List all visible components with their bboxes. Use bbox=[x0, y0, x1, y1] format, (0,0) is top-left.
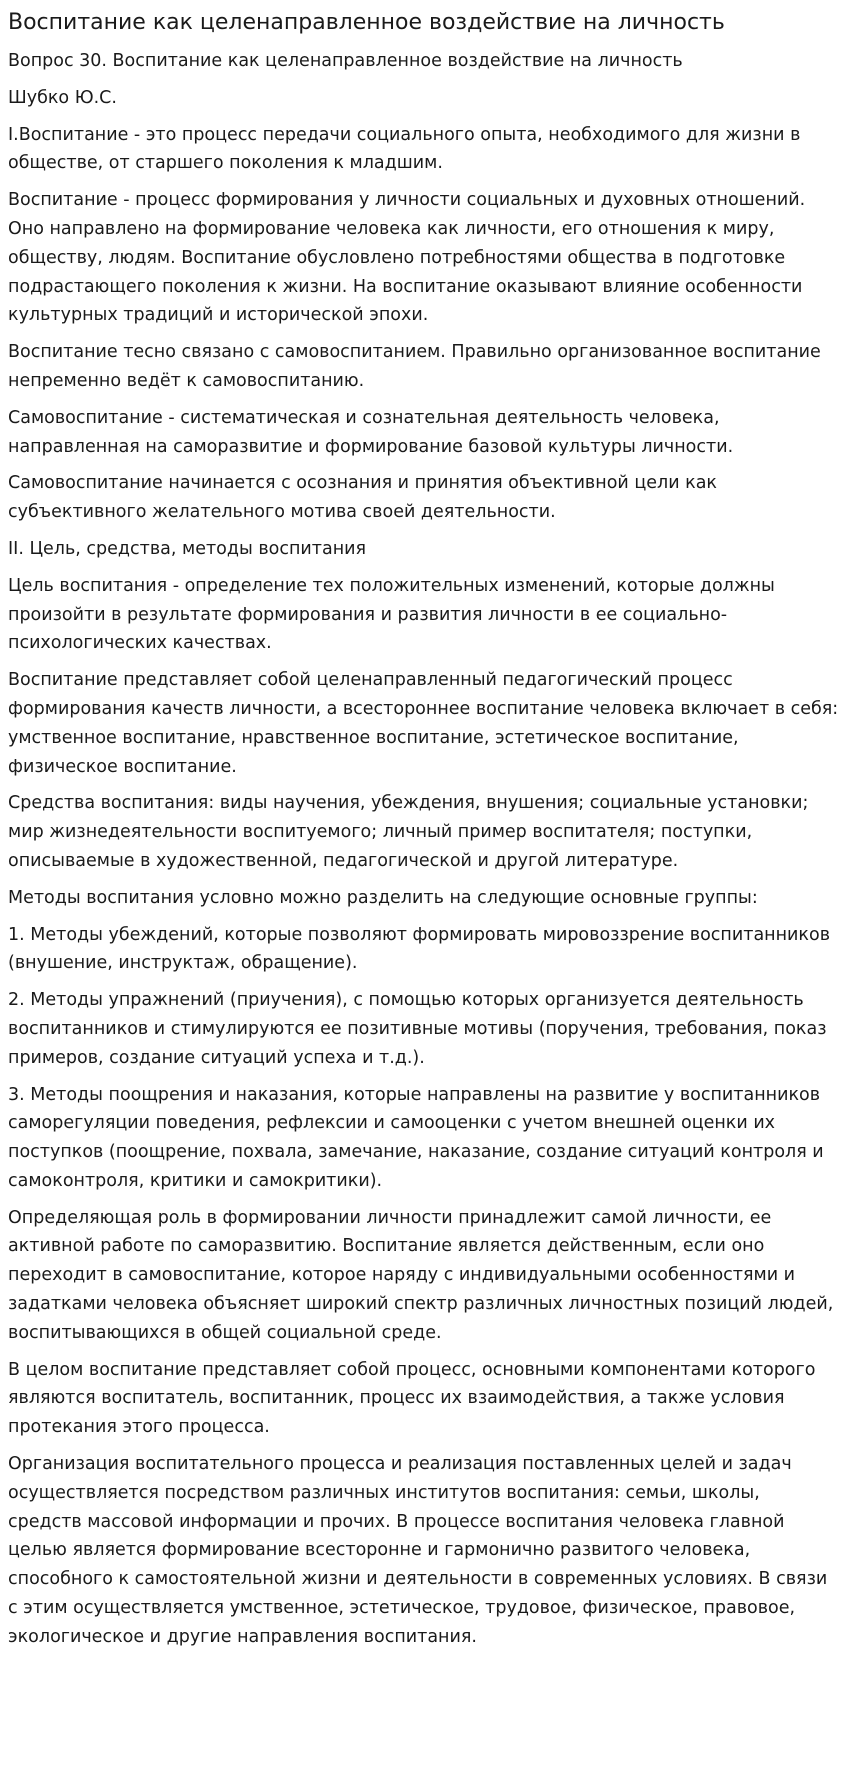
author-name: Шубко Ю.С. bbox=[8, 87, 117, 108]
list-item: 3. Методы поощрения и наказания, которые направлены на развитие у воспитанников саморегуляции поведения, рефлексии и самооценки с учетом внешней оценки их поступков (поощрение, похвала, замечание, наказание, создание ситуаций контроля и самоконтроля, критики и самокритики). bbox=[8, 1084, 824, 1191]
paragraph: Воспитание тесно связано с самовоспитанием. Правильно организованное воспитание непременно ведёт к самовоспитанию. bbox=[8, 342, 821, 391]
paragraph: Самовоспитание начинается с осознания и принятия объективной цели как субъективного желательного мотива своей деятельности. bbox=[8, 473, 717, 523]
paragraph: Воспитание представляет собой целенаправленный педагогический процесс формирования качеств личности, а всестороннее воспитание человека включает в себя: умственное воспитание, нравственное воспитание, эстетическое воспитание, физическое воспитание. bbox=[8, 670, 839, 777]
page-title: Воспитание как целенаправленное воздействие на личность bbox=[8, 10, 725, 35]
paragraph: Воспитание - процесс формирования у личности социальных и духовных отношений. Оно направлено на формирование человека как личности, его отношения к миру, обществу, людям. Воспитание обусловлено потребностями общества в подготовке подрастающего поколения к жизни. На воспитание оказывают влияние особенности культурных традиций и исторической эпохи. bbox=[8, 190, 806, 326]
paragraph: Самовоспитание - систематическая и сознательная деятельность человека, направленная на саморазвитие и формирование базовой культуры личности. bbox=[8, 407, 734, 457]
paragraph: Организация воспитательного процесса и реализация поставленных целей и задач осуществляется посредством различных институтов воспитания: семьи, школы, средств массовой информации и прочих. В процессе воспитания человека главной целью является формирование всесторонне и гармонично развитого человека, способного к самостоятельной жизни и деятельности в современных условиях. В связи с этим осуществляется умственное, эстетическое, трудовое, физическое, правовое, экологическое и другие направления воспитания. bbox=[8, 1454, 828, 1647]
section-heading: II. Цель, средства, методы воспитания bbox=[8, 538, 367, 559]
paragraph: Определяющая роль в формировании личности принадлежит самой личности, ее активной работе по саморазвитию. Воспитание является действенным, если оно переходит в самовоспитание, которое наряду с индивидуальными особенностями и задатками человека объясняет широкий спектр различных личностных позиций людей, воспитывающихся в общей социальной среде. bbox=[8, 1207, 834, 1343]
paragraph: В целом воспитание представляет собой процесс, основными компонентами которого являются воспитатель, воспитанник, процесс их взаимодействия, а также условия протекания этого процесса. bbox=[8, 1359, 816, 1438]
list-item: 1. Методы убеждений, которые позволяют формировать мировоззрение воспитанников (внушение, инструктаж, обращение). bbox=[8, 924, 831, 974]
question-heading: Вопрос 30. Воспитание как целенаправленное воздействие на личность bbox=[8, 51, 683, 71]
paragraph: Цель воспитания - определение тех положительных изменений, которые должны произойти в результате формирования и развития личности в ее социально-психологических качествах. bbox=[8, 575, 775, 654]
paragraph: Методы воспитания условно можно разделить на следующие основные группы: bbox=[8, 887, 758, 908]
list-item: 2. Методы упражнений (приучения), с помощью которых организуется деятельность воспитанников и стимулируются ее позитивные мотивы (поручения, требования, показ примеров, создание ситуаций успеха и т.д.). bbox=[8, 990, 827, 1068]
paragraph: I.Воспитание - это процесс передачи социального опыта, необходимого для жизни в обществе, от старшего поколения к младшим. bbox=[8, 124, 801, 174]
paragraph: Средства воспитания: виды научения, убеждения, внушения; социальные установки; мир жизнедеятельности воспитуемого; личный пример воспитателя; поступки, описываемые в художественной, педагогической и другой литературе. bbox=[8, 793, 809, 871]
